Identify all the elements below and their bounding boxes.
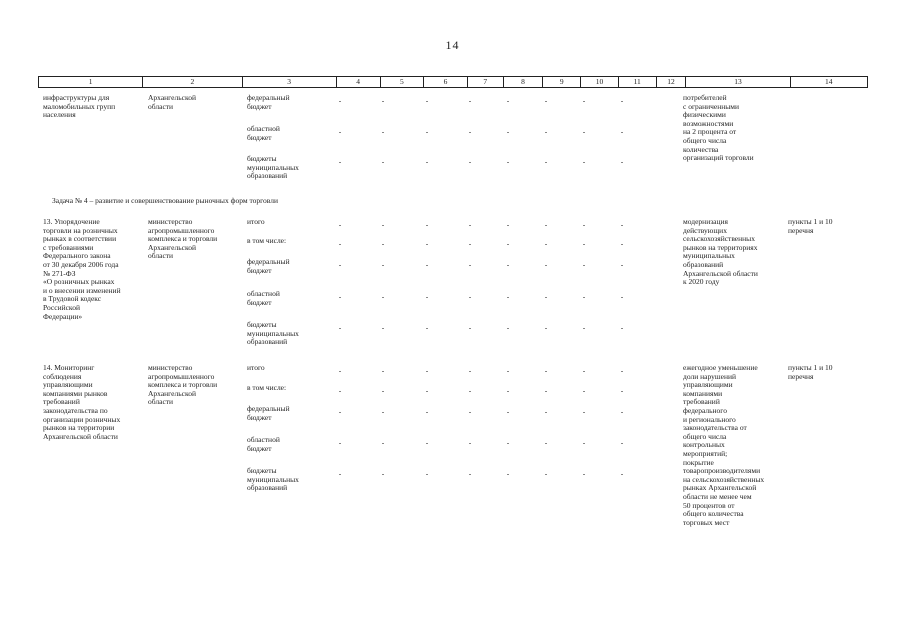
r14-dash-r9-c7: - bbox=[468, 386, 472, 395]
r14-dash-r11-c11: - bbox=[620, 438, 624, 447]
header-col-10: 10 bbox=[581, 77, 619, 87]
row13-source-municipal: бюджеты муниципальных образований bbox=[247, 320, 299, 347]
r14-dash-r11-c7: - bbox=[468, 438, 472, 447]
r13-dash-r7-c9: - bbox=[544, 323, 548, 332]
header-col-8: 8 bbox=[504, 77, 544, 87]
top-dash-r1-c7: - bbox=[468, 127, 472, 136]
header-col-9: 9 bbox=[543, 77, 581, 87]
r14-dash-r10-c7: - bbox=[468, 407, 472, 416]
r13-dash-r6-c7: - bbox=[468, 292, 472, 301]
r13-dash-r5-c8: - bbox=[506, 260, 510, 269]
top-dash-r0-c4: - bbox=[338, 96, 342, 105]
r13-dash-r4-c6: - bbox=[425, 239, 429, 248]
row14-source-regional: областной бюджет bbox=[247, 435, 280, 453]
top-block-source-federal: федеральный бюджет bbox=[247, 93, 290, 111]
row14-source-municipal: бюджеты муниципальных образований bbox=[247, 466, 299, 493]
header-col-12: 12 bbox=[657, 77, 687, 87]
top-block-source-regional: областной бюджет bbox=[247, 124, 280, 142]
r13-dash-r4-c9: - bbox=[544, 239, 548, 248]
row13-source-total: итого bbox=[247, 217, 265, 226]
header-col-7: 7 bbox=[468, 77, 504, 87]
r14-dash-r8-c4: - bbox=[338, 366, 342, 375]
header-col-1: 1 bbox=[39, 77, 143, 87]
r13-dash-r6-c11: - bbox=[620, 292, 624, 301]
r14-dash-r10-c6: - bbox=[425, 407, 429, 416]
r14-dash-r10-c10: - bbox=[582, 407, 586, 416]
row14-col14: пункты 1 и 10 перечня bbox=[788, 363, 833, 381]
r13-dash-r3-c7: - bbox=[468, 220, 472, 229]
r14-dash-r11-c9: - bbox=[544, 438, 548, 447]
r13-dash-r6-c6: - bbox=[425, 292, 429, 301]
r13-dash-r4-c7: - bbox=[468, 239, 472, 248]
r14-dash-r10-c8: - bbox=[506, 407, 510, 416]
top-dash-r2-c11: - bbox=[620, 157, 624, 166]
top-dash-r2-c5: - bbox=[381, 157, 385, 166]
top-dash-r1-c10: - bbox=[582, 127, 586, 136]
top-block-source-municipal: бюджеты муниципальных образований bbox=[247, 154, 299, 181]
row13-source-regional: областной бюджет bbox=[247, 289, 280, 307]
header-col-5: 5 bbox=[381, 77, 425, 87]
row14-source-federal: федеральный бюджет bbox=[247, 404, 290, 422]
r13-dash-r3-c10: - bbox=[582, 220, 586, 229]
r14-dash-r9-c6: - bbox=[425, 386, 429, 395]
top-dash-r1-c4: - bbox=[338, 127, 342, 136]
r13-dash-r6-c4: - bbox=[338, 292, 342, 301]
r13-dash-r5-c9: - bbox=[544, 260, 548, 269]
r13-dash-r3-c5: - bbox=[381, 220, 385, 229]
r13-dash-r3-c11: - bbox=[620, 220, 624, 229]
r13-dash-r7-c6: - bbox=[425, 323, 429, 332]
row14-col2: министерство агропромышленного комплекса и торговли Архангельской области bbox=[148, 363, 218, 407]
top-dash-r1-c6: - bbox=[425, 127, 429, 136]
r14-dash-r10-c5: - bbox=[381, 407, 385, 416]
row13-col1: 13. Упорядочение торговли на розничных рынках в соответствии с требованиями Федерального закона от 30 декабря 2006 года № 271-ФЗ «О розничных рынках и о внесении изменений в Трудовой кодекс Российской Федерации» bbox=[43, 217, 121, 321]
top-dash-r2-c4: - bbox=[338, 157, 342, 166]
r13-dash-r5-c4: - bbox=[338, 260, 342, 269]
r13-dash-r7-c11: - bbox=[620, 323, 624, 332]
r14-dash-r9-c10: - bbox=[582, 386, 586, 395]
r13-dash-r4-c10: - bbox=[582, 239, 586, 248]
r13-dash-r6-c9: - bbox=[544, 292, 548, 301]
top-dash-r1-c8: - bbox=[506, 127, 510, 136]
r13-dash-r3-c8: - bbox=[506, 220, 510, 229]
r13-dash-r7-c5: - bbox=[381, 323, 385, 332]
r14-dash-r10-c11: - bbox=[620, 407, 624, 416]
r13-dash-r4-c5: - bbox=[381, 239, 385, 248]
r13-dash-r3-c9: - bbox=[544, 220, 548, 229]
top-dash-r0-c10: - bbox=[582, 96, 586, 105]
row13-source-incl: в том числе: bbox=[247, 236, 287, 245]
r13-dash-r3-c6: - bbox=[425, 220, 429, 229]
r13-dash-r5-c11: - bbox=[620, 260, 624, 269]
table-header-row bbox=[38, 76, 868, 88]
top-block-col13: потребителей с ограниченными физическими возможностями на 2 процента от общего числа количества организаций торговли bbox=[683, 93, 754, 163]
header-col-2: 2 bbox=[143, 77, 242, 87]
r14-dash-r8-c6: - bbox=[425, 366, 429, 375]
r13-dash-r6-c5: - bbox=[381, 292, 385, 301]
header-col-14: 14 bbox=[825, 77, 833, 86]
r14-dash-r11-c6: - bbox=[425, 438, 429, 447]
r14-dash-r9-c8: - bbox=[506, 386, 510, 395]
row13-col14: пункты 1 и 10 перечня bbox=[788, 217, 833, 235]
r13-dash-r7-c4: - bbox=[338, 323, 342, 332]
top-dash-r0-c5: - bbox=[381, 96, 385, 105]
r13-dash-r7-c10: - bbox=[582, 323, 586, 332]
r14-dash-r8-c11: - bbox=[620, 366, 624, 375]
top-dash-r2-c7: - bbox=[468, 157, 472, 166]
r14-dash-r10-c4: - bbox=[338, 407, 342, 416]
row14-col1: 14. Мониторинг соблюдения управляющими компаниями рынков требований законодательства по организации розничных рынков на территории Архангельской области bbox=[43, 363, 121, 441]
page-number: 14 bbox=[445, 38, 460, 52]
r14-dash-r8-c10: - bbox=[582, 366, 586, 375]
r14-dash-r12-c8: - bbox=[506, 469, 510, 478]
r14-dash-r11-c5: - bbox=[381, 438, 385, 447]
r13-dash-r6-c8: - bbox=[506, 292, 510, 301]
top-dash-r0-c9: - bbox=[544, 96, 548, 105]
header-col-4: 4 bbox=[337, 77, 381, 87]
r13-dash-r5-c6: - bbox=[425, 260, 429, 269]
r14-dash-r10-c9: - bbox=[544, 407, 548, 416]
header-col-11: 11 bbox=[619, 77, 657, 87]
row14-col13: ежегодное уменьшение доли нарушений управляющими компаниями требований федерального и регионального законодательства от общего числа контрольных мероприятий; покрытие товаропроизводителями на сельскохозяйственных рынках Архангельской области не менее чем 50 процентов от общего количества торговых мест bbox=[683, 363, 765, 527]
r14-dash-r11-c8: - bbox=[506, 438, 510, 447]
r13-dash-r5-c5: - bbox=[381, 260, 385, 269]
top-dash-r2-c8: - bbox=[506, 157, 510, 166]
top-dash-r1-c5: - bbox=[381, 127, 385, 136]
r13-dash-r5-c10: - bbox=[582, 260, 586, 269]
row13-col2: министерство агропромышленного комплекса и торговли Архангельской области bbox=[148, 217, 218, 261]
top-dash-r0-c6: - bbox=[425, 96, 429, 105]
top-block-col2: Архангельской области bbox=[148, 93, 196, 111]
r14-dash-r11-c4: - bbox=[338, 438, 342, 447]
r13-dash-r4-c11: - bbox=[620, 239, 624, 248]
top-block-col1: инфраструктуры для маломобильных групп населения bbox=[43, 93, 116, 120]
top-dash-r0-c11: - bbox=[620, 96, 624, 105]
r14-dash-r8-c8: - bbox=[506, 366, 510, 375]
top-dash-r0-c7: - bbox=[468, 96, 472, 105]
top-dash-r2-c6: - bbox=[425, 157, 429, 166]
top-dash-r1-c9: - bbox=[544, 127, 548, 136]
top-dash-r1-c11: - bbox=[620, 127, 624, 136]
row14-source-incl: в том числе: bbox=[247, 383, 287, 392]
r14-dash-r12-c5: - bbox=[381, 469, 385, 478]
r13-dash-r6-c10: - bbox=[582, 292, 586, 301]
r14-dash-r12-c10: - bbox=[582, 469, 586, 478]
r13-dash-r7-c8: - bbox=[506, 323, 510, 332]
r13-dash-r4-c4: - bbox=[338, 239, 342, 248]
r14-dash-r9-c11: - bbox=[620, 386, 624, 395]
header-col-13: 13 bbox=[686, 77, 790, 87]
header-col-6: 6 bbox=[424, 77, 468, 87]
r14-dash-r8-c5: - bbox=[381, 366, 385, 375]
r14-dash-r9-c4: - bbox=[338, 386, 342, 395]
task-heading: Задача № 4 – развитие и совершенствование рыночных форм торговли bbox=[52, 196, 278, 205]
r14-dash-r12-c9: - bbox=[544, 469, 548, 478]
r14-dash-r12-c7: - bbox=[468, 469, 472, 478]
r14-dash-r12-c4: - bbox=[338, 469, 342, 478]
r13-dash-r7-c7: - bbox=[468, 323, 472, 332]
row13-source-federal: федеральный бюджет bbox=[247, 257, 290, 275]
r13-dash-r4-c8: - bbox=[506, 239, 510, 248]
r14-dash-r9-c9: - bbox=[544, 386, 548, 395]
r14-dash-r12-c11: - bbox=[620, 469, 624, 478]
r14-dash-r8-c9: - bbox=[544, 366, 548, 375]
r14-dash-r11-c10: - bbox=[582, 438, 586, 447]
r13-dash-r3-c4: - bbox=[338, 220, 342, 229]
header-col-3: 3 bbox=[243, 77, 337, 87]
r14-dash-r12-c6: - bbox=[425, 469, 429, 478]
top-dash-r2-c10: - bbox=[582, 157, 586, 166]
row14-source-total: итого bbox=[247, 363, 265, 372]
r14-dash-r9-c5: - bbox=[381, 386, 385, 395]
row13-col13: модернизация действующих сельскохозяйственных рынков на территориях муниципальных образований Архангельской области к 2020 году bbox=[683, 217, 758, 287]
r14-dash-r8-c7: - bbox=[468, 366, 472, 375]
top-dash-r2-c9: - bbox=[544, 157, 548, 166]
top-dash-r0-c8: - bbox=[506, 96, 510, 105]
r13-dash-r5-c7: - bbox=[468, 260, 472, 269]
